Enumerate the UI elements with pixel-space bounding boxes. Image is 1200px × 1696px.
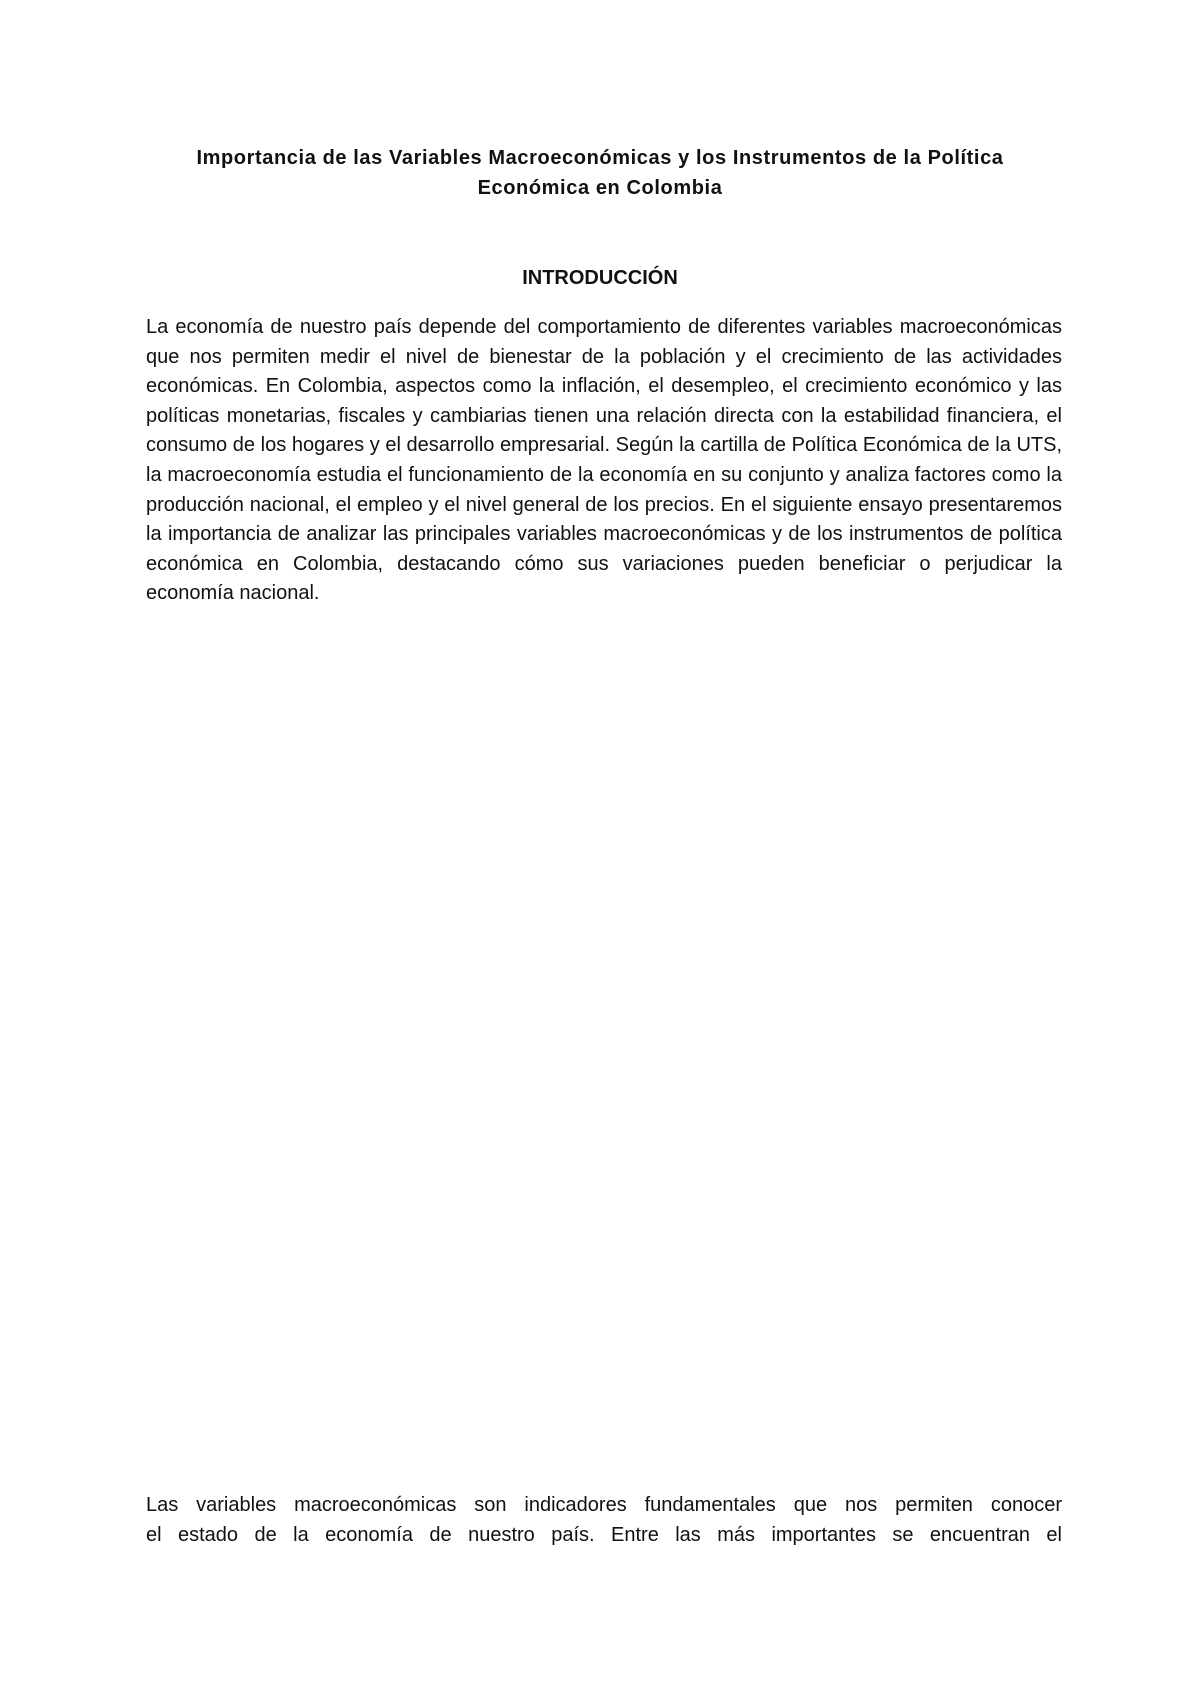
body-paragraph-line-2: el estado de la economía de nuestro país. Entre las más importantes se encuentran el: [146, 1523, 1062, 1546]
body-paragraph-line-1: Las variables macroeconómicas son indicadores fundamentales que nos permiten conocer: [146, 1494, 1062, 1516]
intro-paragraph: La economía de nuestro país depende del comportamiento de diferentes variables macroeconómicas que nos permiten medir el nivel de bienestar de la población y el crecimiento de las actividades económicas. En Colombia, aspectos como la inflación, el desempleo, el crecimiento económico y las políticas monetarias, fiscales y cambiarias tienen una relación directa con la estabilidad financiera, el consumo de los hogares y el desarrollo empresarial. Según la cartilla de Política Económica de la UTS, la macroeconomía estudia el funcionamiento de la economía en su conjunto y analiza factores como la producción nacional, el empleo y el nivel general de los precios. En el siguiente ensayo presentaremos la importancia de analizar las principales variables macroeconómicas y de los instrumentos de política económica en Colombia, destacando cómo sus variaciones pueden beneficiar o perjudicar la economía nacional.: [146, 316, 1062, 605]
section-heading: INTRODUCCIÓN: [522, 267, 678, 289]
document-title-line-2: Económica en Colombia: [477, 177, 723, 199]
document-title: [160, 143, 1040, 203]
document-title-line-1: Importancia de las Variables Macroeconómicas y los Instrumentos de la Política: [196, 147, 1004, 169]
body-paragraph: [146, 1491, 1062, 1550]
